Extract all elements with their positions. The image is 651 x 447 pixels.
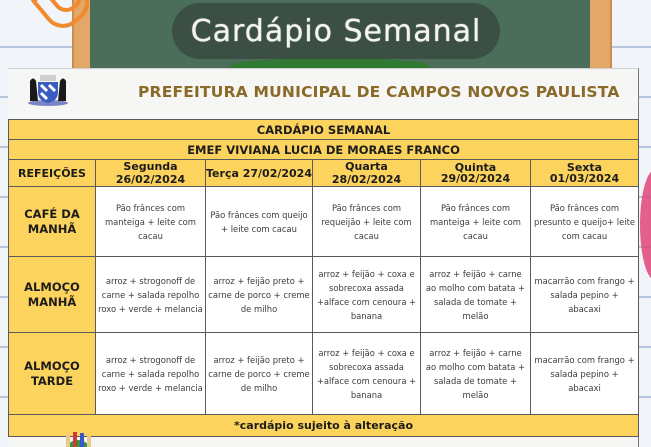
column-header-row — [9, 160, 639, 187]
institution-name: PREFEITURA MUNICIPAL DE CAMPOS NOVOS PAULISTA — [138, 83, 620, 101]
page-title-banner — [172, 3, 500, 59]
table-title-row — [9, 120, 639, 140]
column-header-wednesday: Quarta 28/02/2024 — [313, 160, 421, 187]
column-header-thursday: Quinta 29/02/2024 — [421, 160, 531, 187]
menu-cell: macarrão com frango + salada pepino + abacaxi — [531, 333, 639, 415]
school-row — [9, 140, 639, 160]
menu-cell: arroz + feijão + carne ao molho com batata + salada de tomate + melão — [421, 257, 531, 333]
municipal-coat-of-arms-icon — [24, 73, 72, 107]
menu-cell: Pão frânces com manteiga + leite com cacau — [421, 187, 531, 257]
weekly-menu-table — [8, 119, 639, 437]
school-logo-pencils-icon — [58, 432, 98, 447]
column-header-friday: Sexta 01/03/2024 — [531, 160, 639, 187]
menu-document — [8, 68, 639, 447]
table-row-afternoon-lunch — [9, 333, 639, 415]
meal-label: CAFÉ DA MANHÃ — [9, 187, 96, 257]
menu-cell: arroz + feijão + coxa e sobrecoxa assada +alface com cenoura + banana — [313, 333, 421, 415]
column-header-monday: Segunda 26/02/2024 — [96, 160, 206, 187]
menu-cell: arroz + feijão + carne ao molho com batata + salada de tomate + melão — [421, 333, 531, 415]
table-title: CARDÁPIO SEMANAL — [9, 120, 639, 140]
menu-cell: Pão frânces com manteiga + leite com cacau — [96, 187, 206, 257]
menu-cell: arroz + feijão preto + carne de porco + creme de milho — [206, 333, 313, 415]
menu-cell: arroz + strogonoff de carne + salada repolho roxo + verde + melancia — [96, 333, 206, 415]
meal-label: ALMOÇO MANHÃ — [9, 257, 96, 333]
table-row-breakfast — [9, 187, 639, 257]
menu-cell: arroz + feijão preto + carne de porco + creme de milho — [206, 257, 313, 333]
menu-cell: arroz + strogonoff de carne + salada repolho roxo + verde + melancia — [96, 257, 206, 333]
menu-cell: Pão frânces com presunto e queijo+ leite com cacau — [531, 187, 639, 257]
meal-label: ALMOÇO TARDE — [9, 333, 96, 415]
column-header-meals: REFEIÇÕES — [9, 160, 96, 187]
menu-cell: Pão frânces com requeijão + leite com cacau — [313, 187, 421, 257]
footnote: *cardápio sujeito à alteração — [9, 415, 639, 437]
column-header-tuesday: Terça 27/02/2024 — [206, 160, 313, 187]
menu-cell: macarrão com frango + salada pepino + abacaxi — [531, 257, 639, 333]
menu-cell: arroz + feijão + coxa e sobrecoxa assada +alface com cenoura + banana — [313, 257, 421, 333]
table-row-morning-lunch — [9, 257, 639, 333]
menu-cell: Pão frânces com queijo + leite com cacau — [206, 187, 313, 257]
school-name: EMEF VIVIANA LUCIA DE MORAES FRANCO — [9, 140, 639, 160]
page-title: Cardápio Semanal — [190, 13, 482, 49]
document-header — [8, 69, 638, 111]
footnote-row — [9, 415, 639, 437]
